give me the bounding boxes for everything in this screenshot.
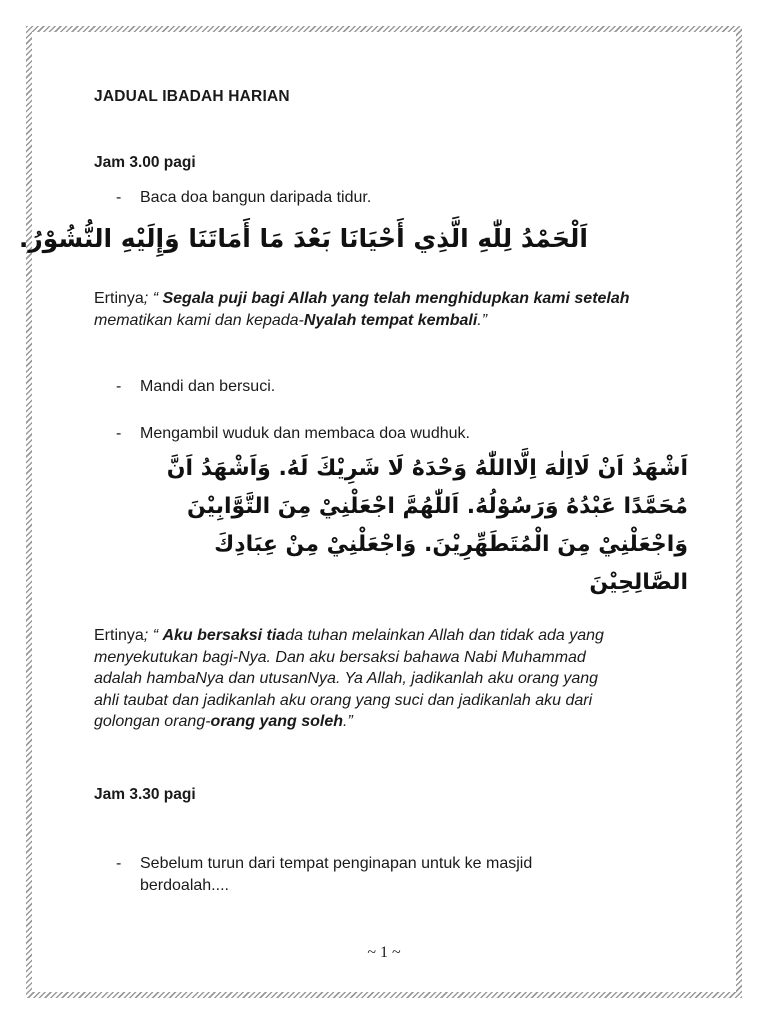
list-item-mandi: Mandi dan bersuci. (140, 378, 276, 395)
list-item-sebelum-turun: Sebelum turun dari tempat penginapan untuk ke masjid (140, 855, 533, 872)
arabic-doa-bangun-tidur: اَلْحَمْدُ لِلّٰهِ الَّذِي أَحْيَانَا بَعْدَ مَا أَمَاتَنَا وَإِلَيْهِ النُّشُوْرُ. (18, 224, 588, 253)
ertinya-line (94, 310, 630, 332)
ertinya-line (94, 288, 630, 310)
arabic-line: مُحَمَّدًا عَبْدُهُ وَرَسُوْلُهُ. اَللّٰهُمَّ اجْعَلْنِيْ مِنَ التَّوَّابِيْنَ (186, 494, 688, 519)
ertinya-line (94, 690, 604, 712)
ertinya-separator: ; (143, 290, 149, 307)
ertinya-separator: ; (143, 627, 149, 644)
arabic-line: الصَّالِحِيْنَ (589, 570, 688, 595)
document-title: JADUAL IBADAH HARIAN (94, 88, 290, 105)
arabic-line: اَشْهَدُ اَنْ لَااِلٰهَ اِلَّااللّٰهُ وَحْدَهُ لَا شَرِيْكَ لَهُ. وَاَشْهَدُ اَنَّ (166, 456, 688, 481)
ertinya-bold-text: Nyalah tempat kembali (303, 311, 478, 329)
ertinya-plain-text: adalah hambaNya dan utusanNya. Ya Allah, jadikanlah aku orang yang (94, 670, 599, 687)
ertinya-bold-text: orang yang soleh (210, 713, 344, 730)
ertinya-plain-text: menyekutukan bagi-Nya. Dan aku bersaksi bahawa Nabi Muhammad (94, 648, 586, 666)
list-bullet: - (116, 378, 122, 395)
list-bullet: - (116, 855, 122, 872)
list-bullet: - (116, 189, 122, 206)
time-heading-0330: Jam 3.30 pagi (94, 786, 196, 803)
ertinya-line (94, 711, 604, 733)
ertinya-line (94, 625, 604, 647)
ertinya-line (94, 668, 604, 690)
list-item-baca-doa: Baca doa bangun daripada tidur. (140, 189, 372, 206)
ertinya-bold-text: Aku bersaksi tia (162, 627, 286, 644)
ertinya-plain-text: mematikan kami dan kepada- (94, 311, 304, 329)
list-item-wuduk: Mengambil wuduk dan membaca doa wudhuk. (140, 425, 470, 442)
ertinya-plain-text: da tuhan melainkan Allah dan tidak ada yang (285, 627, 604, 644)
arabic-doa-wudhuk (128, 450, 688, 602)
ertinya-plain-text: golongan orang- (94, 713, 211, 730)
quote-close: .” (343, 713, 353, 730)
quote-open: “ (148, 290, 163, 307)
ertinya-plain-text: ahli taubat dan jadikanlah aku orang yang suci dan jadikanlah aku dari (94, 691, 593, 709)
list-item-sebelum-turun-cont: berdoalah.... (140, 877, 229, 894)
ertinya-paragraph-1 (94, 288, 630, 331)
ertinya-label: Ertinya (94, 627, 144, 644)
ertinya-bold-text: Segala puji bagi Allah yang telah menghidupkan kami setelah (162, 290, 630, 307)
arabic-line: وَاجْعَلْنِيْ مِنَ الْمُتَطَهِّرِيْنَ. وَاجْعَلْنِيْ مِنْ عِبَادِكَ (214, 532, 688, 557)
quote-close: .” (477, 311, 488, 329)
ertinya-label: Ertinya (94, 290, 144, 307)
ertinya-paragraph-2 (94, 625, 604, 733)
quote-open: “ (148, 627, 163, 644)
list-bullet: - (116, 425, 122, 442)
time-heading-0300: Jam 3.00 pagi (94, 154, 196, 171)
ertinya-line (94, 647, 604, 669)
page-number: ~ 1 ~ (367, 944, 401, 961)
